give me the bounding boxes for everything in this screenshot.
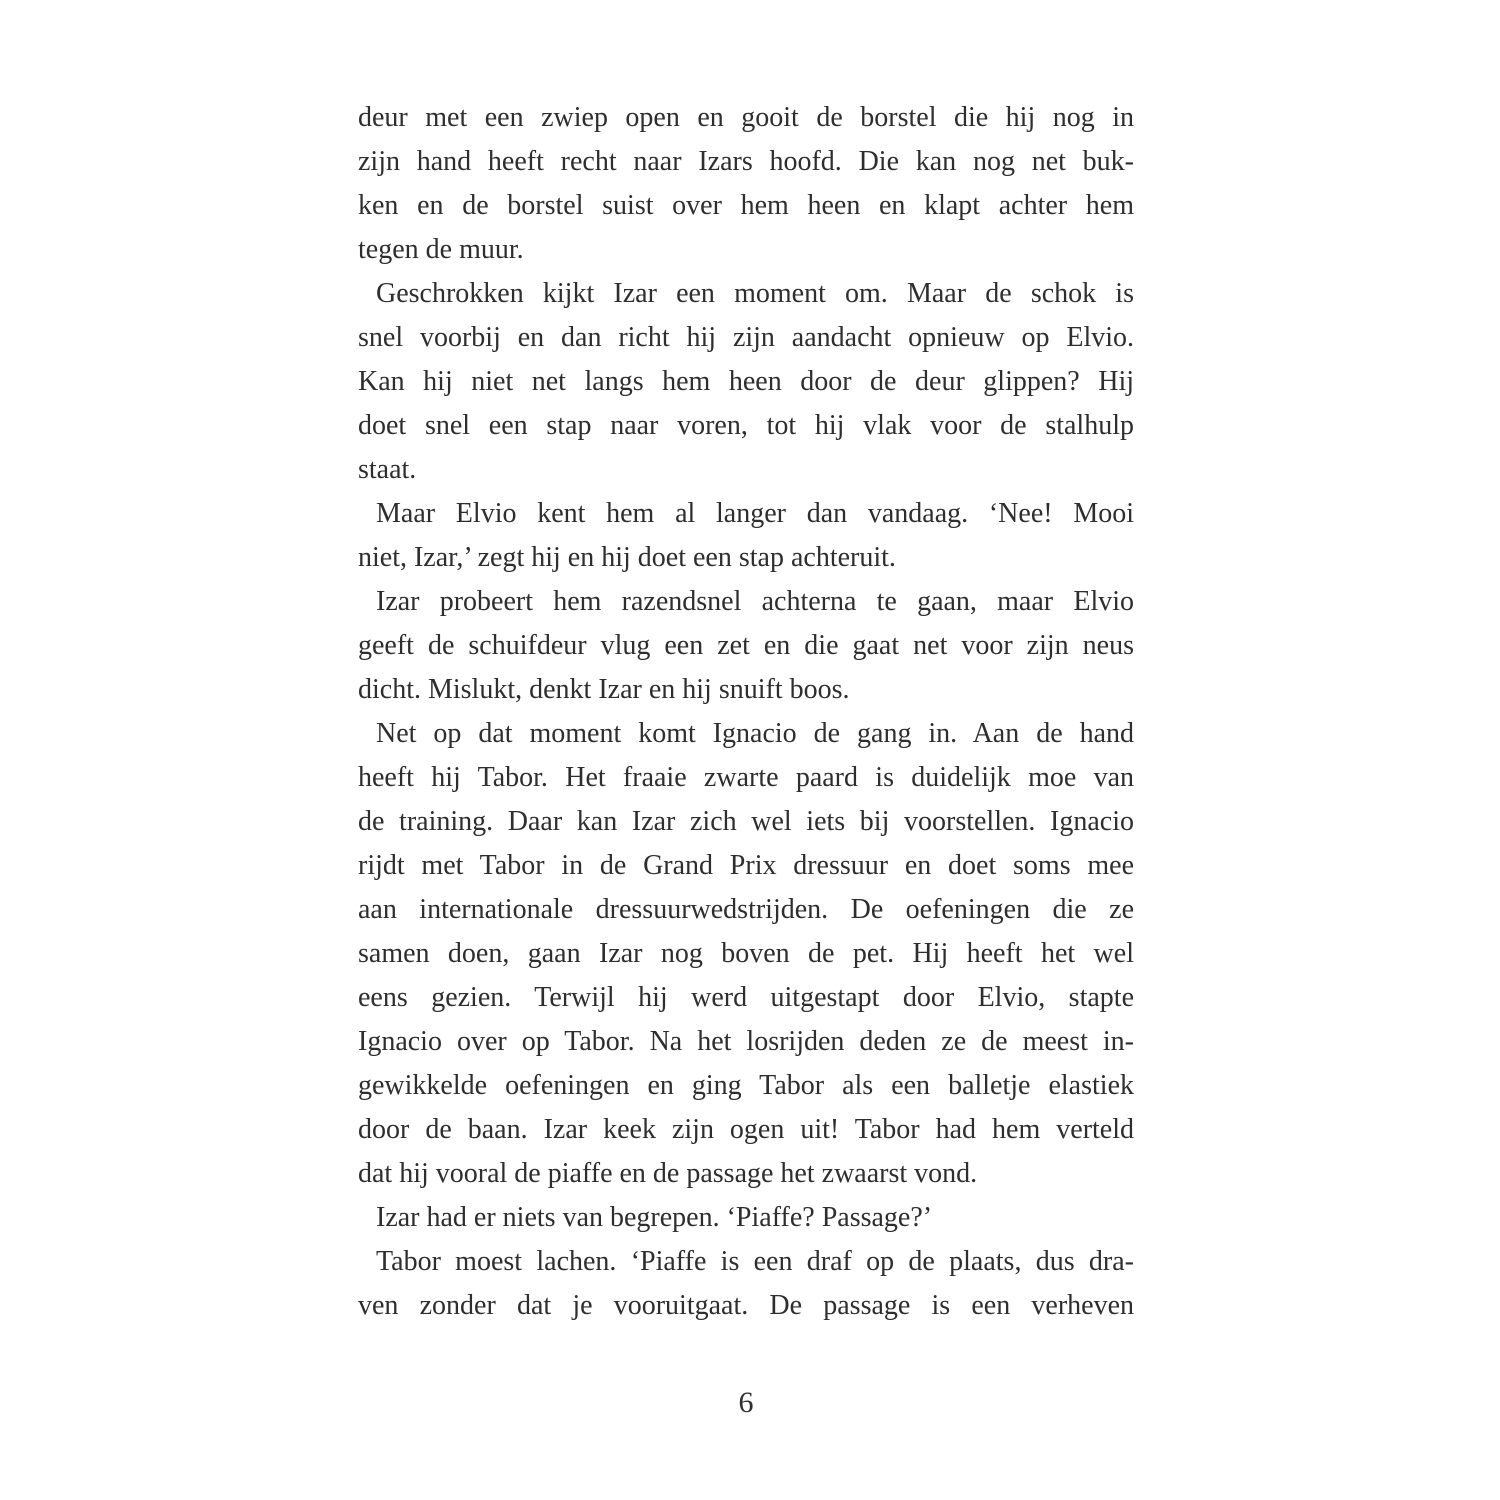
text-line: samen doen, gaan Izar nog boven de pet. Hij heeft het wel bbox=[358, 938, 1134, 969]
text-line: doet snel een stap naar voren, tot hij vlak voor de stalhulp bbox=[358, 410, 1134, 441]
text-line: Geschrokken kijkt Izar een moment om. Maar de schok is bbox=[376, 278, 1134, 309]
text-line: aan internationale dressuurwedstrijden. De oefeningen die ze bbox=[358, 894, 1134, 925]
text-line: Izar probeert hem razendsnel achterna te gaan, maar Elvio bbox=[376, 586, 1134, 617]
page-number: 6 bbox=[738, 1386, 754, 1419]
text-line: staat. bbox=[358, 454, 417, 485]
text-line: Tabor moest lachen. ‘Piaffe is een draf op de plaats, dus dra- bbox=[376, 1246, 1134, 1277]
text-line: Maar Elvio kent hem al langer dan vandaag. ‘Nee! Mooi bbox=[376, 498, 1134, 529]
body-text bbox=[358, 96, 1134, 1328]
text-line: dat hij vooral de piaffe en de passage het zwaarst vond. bbox=[358, 1158, 978, 1189]
text-line: zijn hand heeft recht naar Izars hoofd. Die kan nog net buk- bbox=[358, 146, 1134, 177]
text-line: snel voorbij en dan richt hij zijn aandacht opnieuw op Elvio. bbox=[358, 322, 1134, 353]
text-line: door de baan. Izar keek zijn ogen uit! Tabor had hem verteld bbox=[358, 1114, 1134, 1145]
text-line: ven zonder dat je vooruitgaat. De passage is een verheven bbox=[358, 1290, 1134, 1321]
text-line: de training. Daar kan Izar zich wel iets bij voorstellen. Ignacio bbox=[358, 806, 1134, 837]
text-line: dicht. Mislukt, denkt Izar en hij snuift boos. bbox=[358, 674, 850, 705]
text-line: ken en de borstel suist over hem heen en klapt achter hem bbox=[358, 190, 1134, 221]
text-line: niet, Izar,’ zegt hij en hij doet een stap achteruit. bbox=[358, 542, 896, 573]
text-line: heeft hij Tabor. Het fraaie zwarte paard is duidelijk moe van bbox=[358, 762, 1134, 793]
text-line: gewikkelde oefeningen en ging Tabor als een balletje elastiek bbox=[358, 1070, 1134, 1101]
text-line: Ignacio over op Tabor. Na het losrijden deden ze de meest in- bbox=[358, 1026, 1134, 1057]
text-line: geeft de schuifdeur vlug een zet en die gaat net voor zijn neus bbox=[358, 630, 1134, 661]
text-line: deur met een zwiep open en gooit de borstel die hij nog in bbox=[358, 102, 1134, 133]
text-line: tegen de muur. bbox=[358, 234, 524, 265]
text-line: Izar had er niets van begrepen. ‘Piaffe? Passage?’ bbox=[376, 1202, 933, 1233]
text-line: Kan hij niet net langs hem heen door de deur glippen? Hij bbox=[358, 366, 1134, 397]
text-line: eens gezien. Terwijl hij werd uitgestapt door Elvio, stapte bbox=[358, 982, 1134, 1013]
text-line: rijdt met Tabor in de Grand Prix dressuur en doet soms mee bbox=[358, 850, 1134, 881]
text-line: Net op dat moment komt Ignacio de gang in. Aan de hand bbox=[376, 718, 1134, 749]
